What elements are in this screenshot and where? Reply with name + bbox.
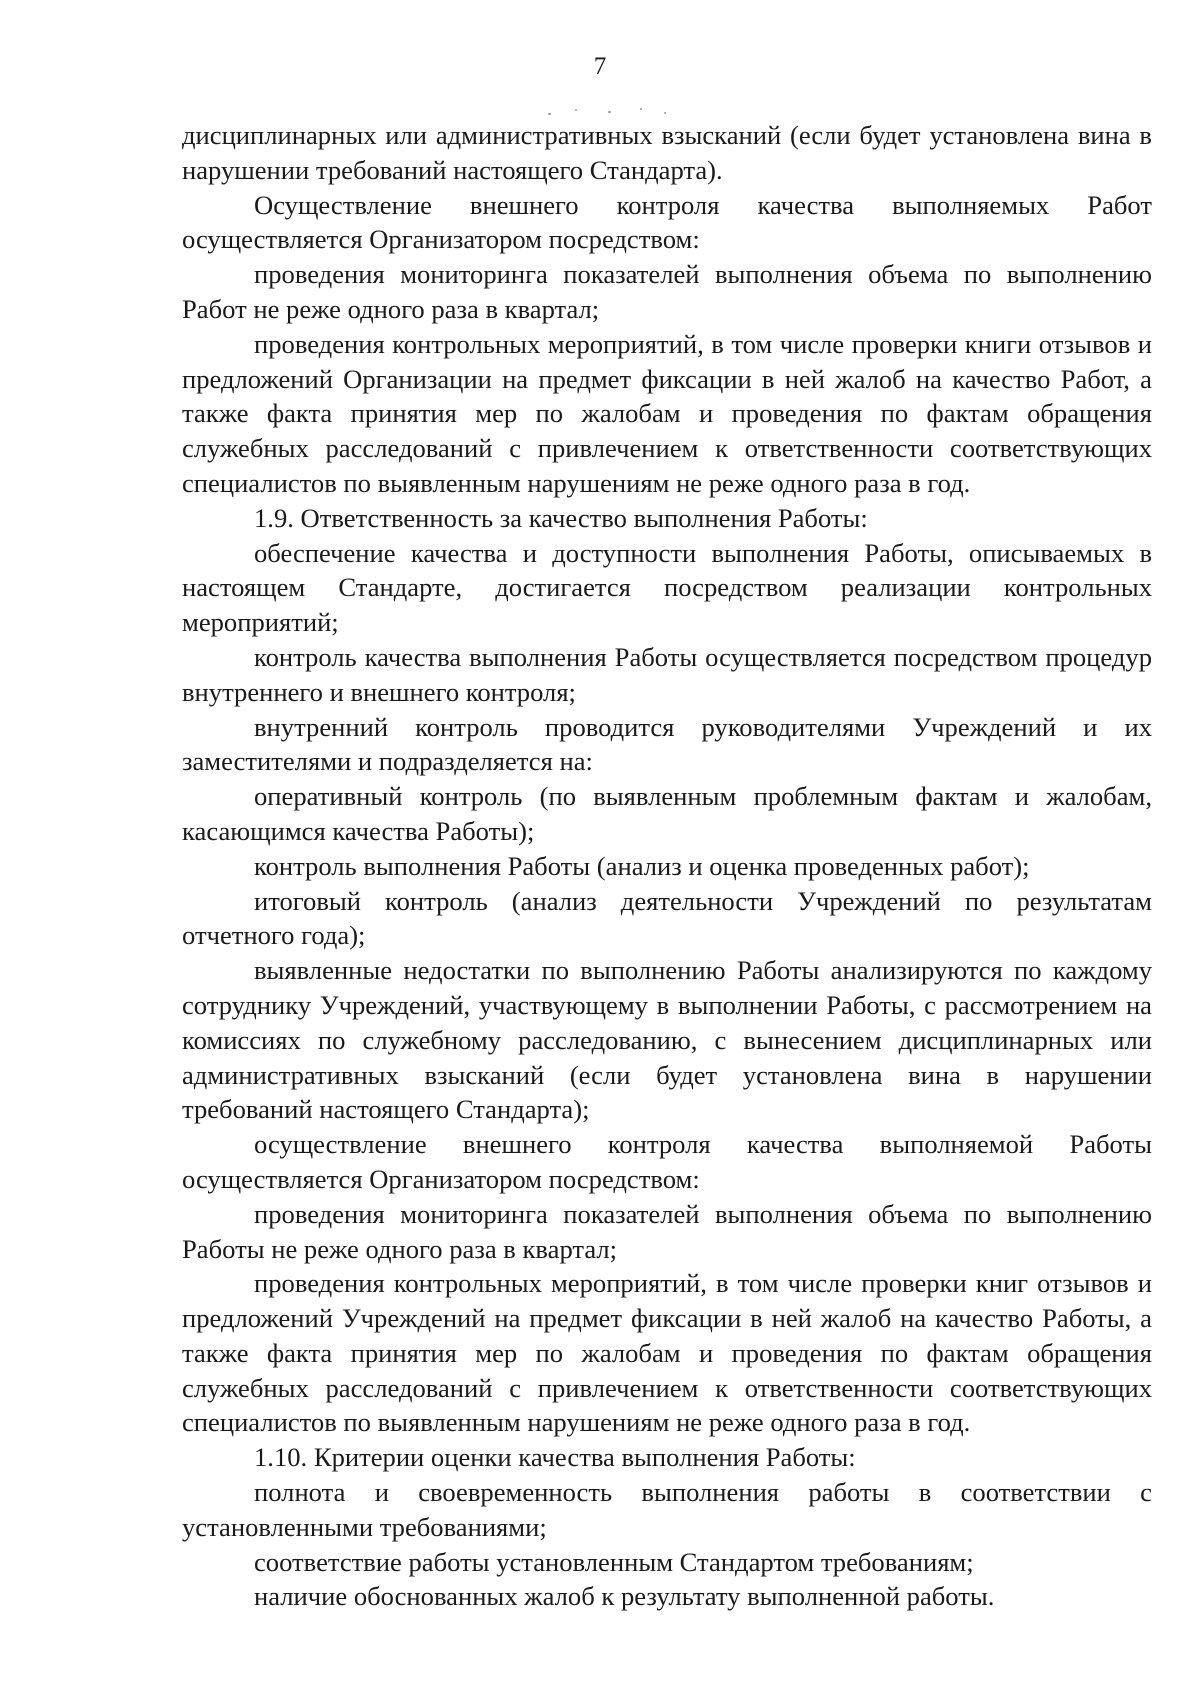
section-heading: 1.10. Критерии оценки качества выполнения Работы: bbox=[254, 1442, 856, 1473]
scan-artifact bbox=[575, 109, 577, 111]
document-body bbox=[182, 118, 1152, 1614]
paragraph: наличие обоснованных жалоб к результату выполненной работы. bbox=[254, 1581, 995, 1612]
paragraph: проведения контрольных мероприятий, в том числе проверки книги отзывов и предложений Организации на предмет фиксации в ней жалоб на качество Работ, а также факта принятия мер по жалобам и проведения по фактам обращения служебных расследований с привлечением к ответственности соответствующих специалистов по выявленным нарушениям не реже одного раза в год. bbox=[182, 328, 1152, 498]
paragraph: обеспечение качества и доступности выполнения Работы, описываемых в настоящем Стандарте, достигается посредством реализации контрольных мероприятий; bbox=[182, 537, 1152, 638]
scan-artifact bbox=[548, 113, 551, 115]
scan-artifact bbox=[664, 112, 666, 114]
paragraph: итоговый контроль (анализ деятельности Учреждений по результатам отчетного года); bbox=[182, 885, 1152, 951]
paragraph: Осуществление внешнего контроля качества выполняемых Работ осуществляется Организатором посредством: bbox=[182, 189, 1152, 255]
page-number: 7 bbox=[593, 53, 607, 80]
paragraph: внутренний контроль проводится руководителями Учреждений и их заместителями и подразделяется на: bbox=[182, 711, 1152, 777]
paragraph: выявленные недостатки по выполнению Работы анализируются по каждому сотруднику Учреждений, участвующему в выполнении Работы, с рассмотрением на комиссиях по служебному расследованию, с вынесением дисциплинарных или административных взысканий (если будет установлена вина в нарушении требований настоящего Стандарта); bbox=[182, 955, 1152, 1125]
paragraph: проведения мониторинга показателей выполнения объема по выполнению Работ не реже одного раза в квартал; bbox=[182, 259, 1152, 324]
paragraph: проведения контрольных мероприятий, в том числе проверки книг отзывов и предложений Учреждений на предмет фиксации в ней жалоб на качество Работы, а также факта принятия мер по жалобам и проведения по фактам обращения служебных расследований с привлечением к ответственности соответствующих специалистов по выявленным нарушениям не реже одного раза в год. bbox=[182, 1268, 1152, 1438]
paragraph: контроль качества выполнения Работы осуществляется посредством процедур внутреннего и внешнего контроля; bbox=[182, 641, 1152, 707]
paragraph: соответствие работы установленным Стандартом требованиям; bbox=[254, 1546, 974, 1577]
scan-artifact bbox=[640, 108, 642, 110]
paragraph: контроль выполнения Работы (анализ и оценка проведенных работ); bbox=[254, 850, 1030, 881]
scan-artifact bbox=[608, 111, 611, 113]
paragraph: оперативный контроль (по выявленным проблемным фактам и жалобам, касающимся качества Работы); bbox=[182, 781, 1152, 846]
paragraph: осуществление внешнего контроля качества выполняемой Работы осуществляется Организатором посредством: bbox=[182, 1129, 1152, 1194]
paragraph: проведения мониторинга показателей выполнения объема по выполнению Работы не реже одного раза в квартал; bbox=[182, 1198, 1152, 1264]
section-heading: 1.9. Ответственность за качество выполнения Работы: bbox=[254, 502, 868, 533]
paragraph: полнота и своевременность выполнения работы в соответствии с установленными требованиями; bbox=[182, 1477, 1152, 1542]
paragraph: дисциплинарных или административных взысканий (если будет установлена вина в нарушении требований настоящего Стандарта). bbox=[182, 120, 1152, 185]
